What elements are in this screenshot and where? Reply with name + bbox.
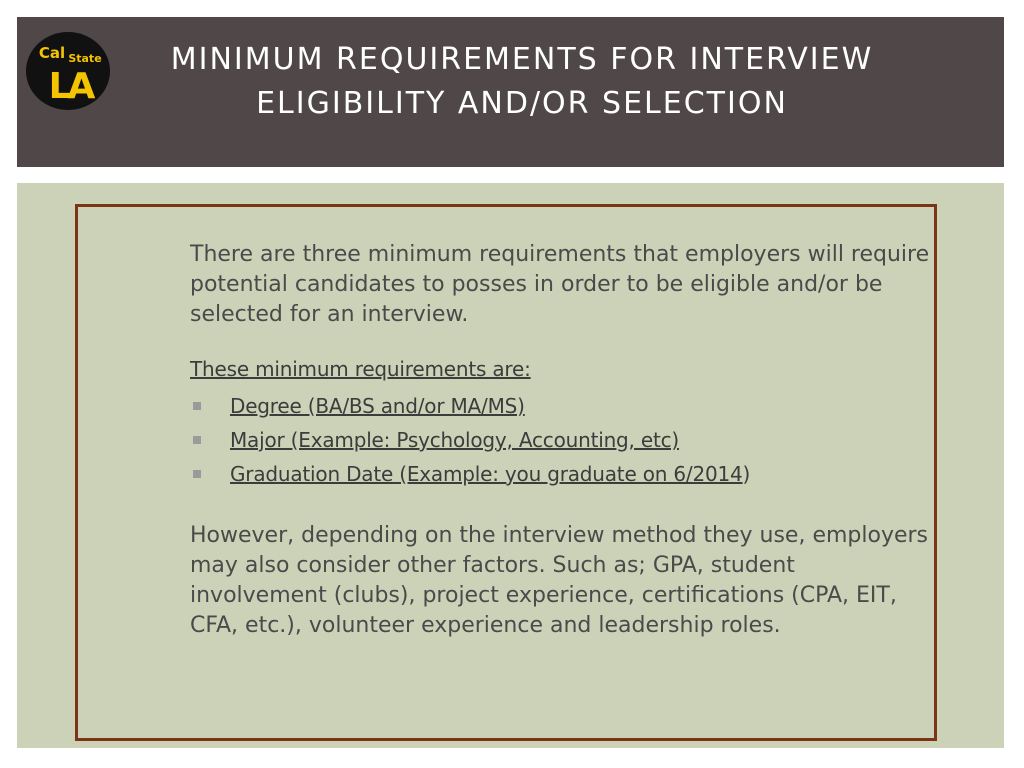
requirement-graduation-date: [190, 457, 935, 491]
square-bullet-icon: [193, 436, 201, 444]
square-bullet-icon: [193, 470, 201, 478]
closing-paragraph: However, depending on the interview method they use, employers may also consider other factors. Such as; GPA, student involvement (clubs), project experience, certifications (CPA, EIT, CFA, etc.), volunteer experience and leadership roles.: [190, 523, 929, 638]
requirement-suffix: ): [742, 462, 751, 486]
square-bullet-icon: [193, 402, 201, 410]
intro-paragraph: There are three minimum requirements that employers will require potential candidates to posses in order to be eligible and/or be selected for an interview.: [190, 242, 930, 327]
requirement-major: [190, 423, 935, 457]
cal-state-la-logo: [25, 31, 111, 111]
requirement-degree: [190, 389, 935, 423]
logo-text-state: State: [68, 52, 102, 65]
logo-text-cal: Cal: [38, 44, 66, 62]
requirements-list: [190, 389, 935, 491]
content-body: [190, 240, 935, 641]
requirement-label: Graduation Date (Example: you graduate on 6/2014: [230, 462, 743, 486]
page-title: MINIMUM REQUIREMENTS FOR INTERVIEW ELIGIBILITY AND/OR SELECTION: [170, 42, 874, 121]
requirements-heading: These minimum requirements are:: [190, 357, 531, 381]
logo-text-la: LA: [48, 66, 92, 107]
requirement-label: Degree (BA/BS and/or MA/MS): [230, 394, 525, 418]
requirement-label: Major (Example: Psychology, Accounting, etc): [230, 428, 680, 452]
